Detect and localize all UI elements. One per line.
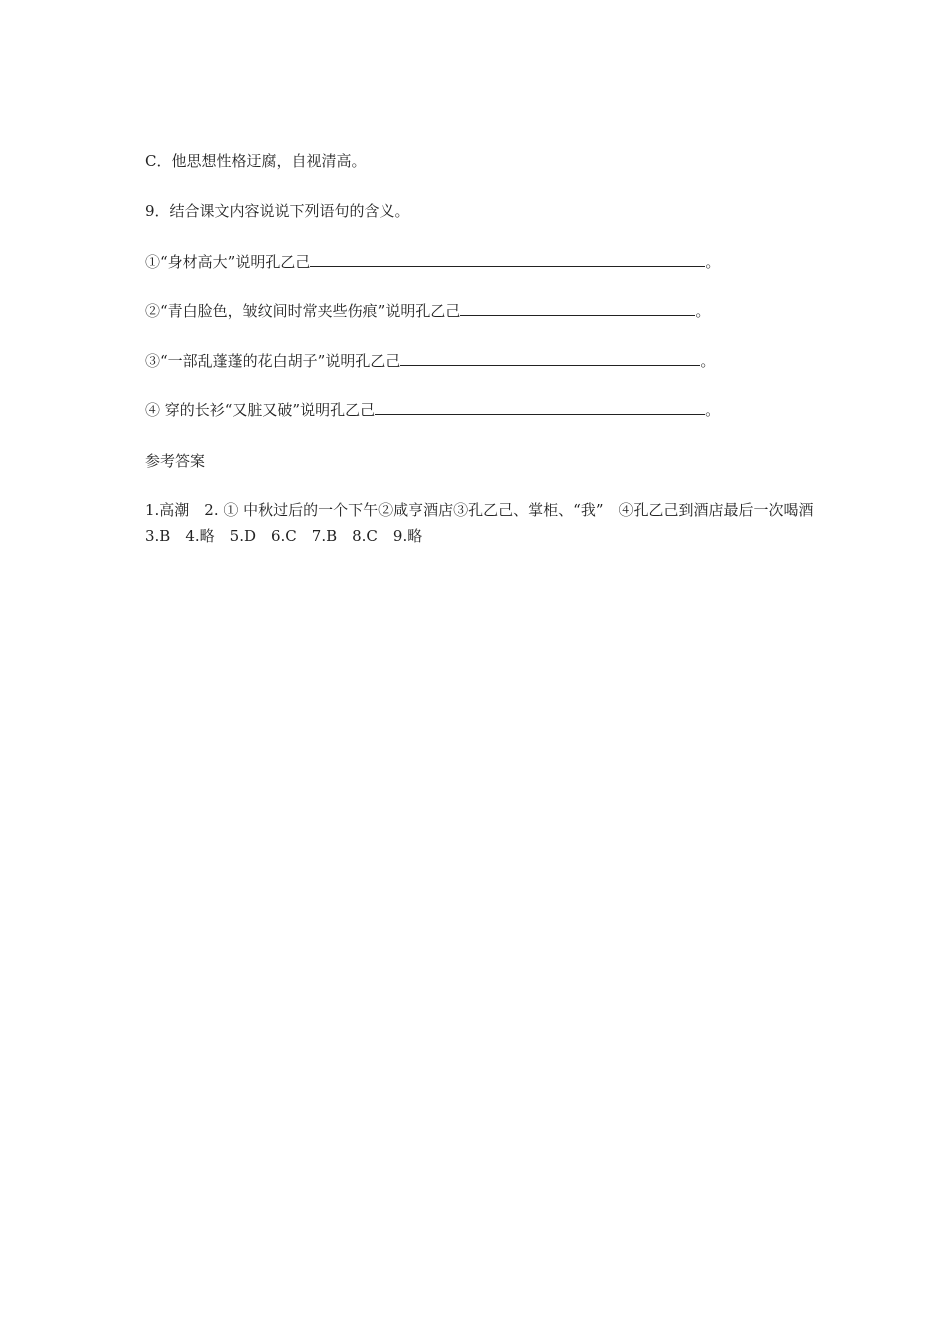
q9-item-4-end: 。 (705, 401, 721, 419)
q9-item-4-text: ④ 穿的长衫“又脏又破”说明孔乙己 (145, 401, 376, 419)
q9-item-2-text: ②“青白脸色，皱纹间时常夹些伤痕”说明孔乙己 (145, 302, 461, 320)
q9-item-3-text: ③“一部乱蓬蓬的花白胡子”说明孔乙己 (145, 352, 401, 370)
q9-item-3-end: 。 (700, 352, 716, 370)
question-9-stem: 9．结合课文内容说说下列语句的含义。 (145, 202, 410, 220)
answer-blank-3[interactable] (400, 351, 700, 366)
q9-item-1-end: 。 (705, 253, 721, 271)
answer-blank-1[interactable] (310, 252, 705, 267)
answers-text: 1.高潮 2. ① 中秋过后的一个下午②咸亨酒店③孔乙己、掌柜、“我” ④孔乙己到酒店最后一次喝酒 3.B 4.略 5.D 6.C 7.B 8.C 9.略 (145, 501, 829, 545)
answer-blank-4[interactable] (375, 400, 705, 415)
q9-item-1 (145, 252, 720, 272)
option-c: C．他思想性格迂腐，自视清高。 (145, 152, 367, 170)
q9-item-2 (145, 301, 710, 321)
q9-item-4 (145, 400, 720, 420)
q9-item-2-end: 。 (695, 302, 711, 320)
q9-item-1-text: ①“身材高大”说明孔乙己 (145, 253, 311, 271)
answer-blank-2[interactable] (460, 301, 695, 316)
q9-item-3 (145, 351, 715, 371)
answers-heading: 参考答案 (145, 452, 206, 470)
